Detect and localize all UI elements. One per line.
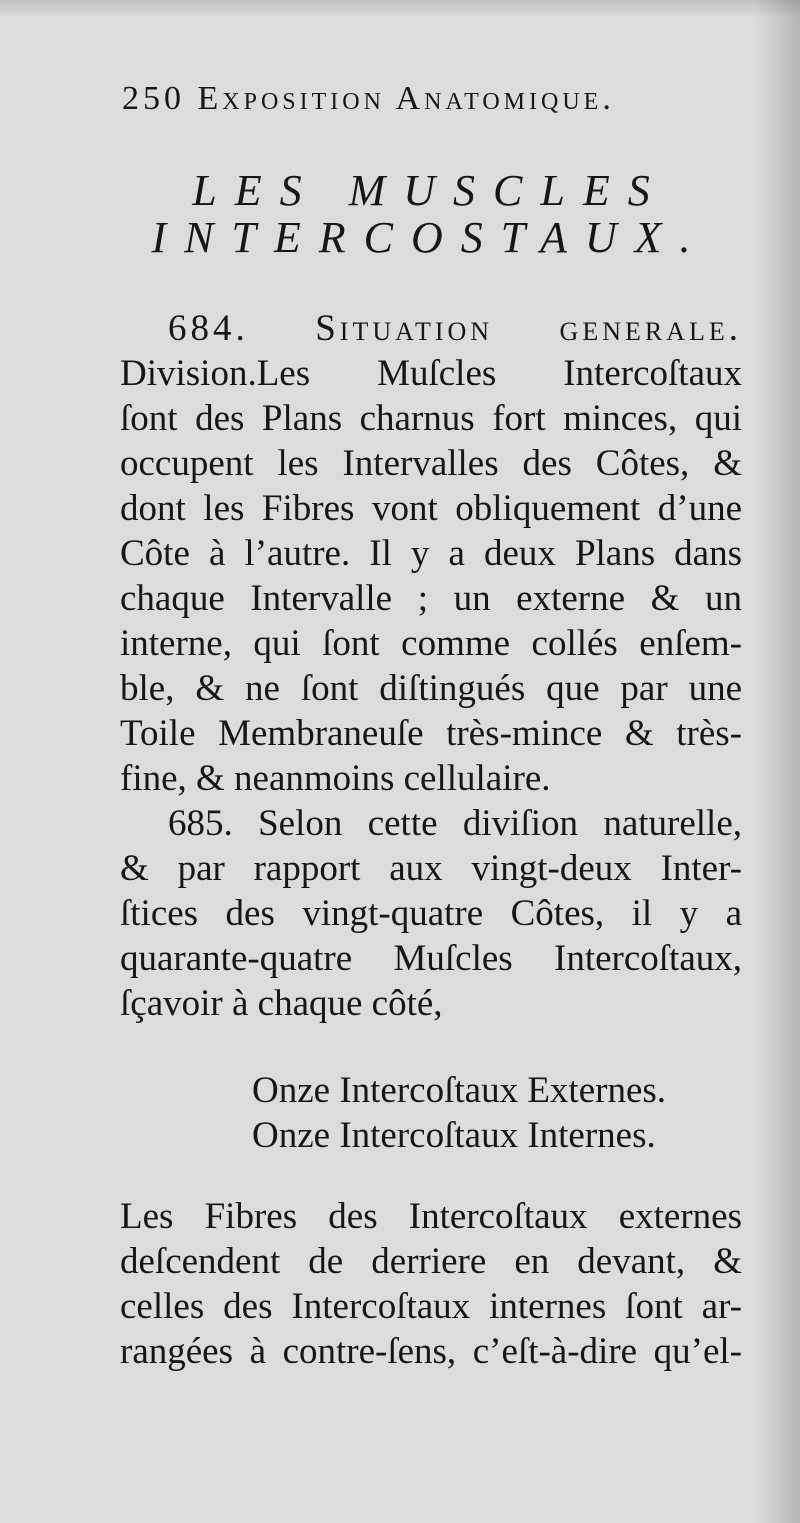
- paragraph-684-line: Division.Les Muſcles Intercoſtaux: [120, 353, 742, 394]
- paragraph-685-line: quarante-quatre Muſcles Intercoſtaux,: [120, 938, 742, 979]
- paragraph-685-line: ſçavoir à chaque côté,: [120, 983, 443, 1024]
- chapter-title-line-2: INTERCOSTAUX.: [151, 213, 709, 262]
- paragraph-684-line: dont les Fibres vont obliquement d’une: [120, 488, 742, 529]
- paragraph-684-line: chaque Intervalle ; un externe & un: [120, 578, 742, 619]
- paragraph-end-line: rangées à contre-ſens, c’eſt-à-dire qu’el-: [120, 1331, 742, 1372]
- chapter-title-line-1: LES MUSCLES: [192, 166, 668, 215]
- paragraph-684-line: Toile Membraneuſe très-mince & très-: [120, 713, 742, 754]
- page-shadow-top: [0, 0, 800, 18]
- paragraph-684-line: ſont des Plans charnus fort minces, qui: [120, 398, 742, 439]
- paragraph-684-line: fine, & neanmoins cellulaire.: [120, 758, 551, 799]
- paragraph-684-line: ble, & ne ſont diſtingués que par une: [120, 668, 742, 709]
- paragraph-684-heading: 684. Situation generale.: [168, 308, 742, 349]
- paragraph-684-line: interne, qui ſont comme collés enſem-: [120, 623, 742, 664]
- paragraph-end-line: Les Fibres des Intercoſtaux externes: [120, 1196, 742, 1237]
- paragraph-685-line: 685. Selon cette diviſion naturelle,: [168, 803, 742, 844]
- running-header: 250 Exposition Anatomique.: [122, 80, 615, 117]
- paragraph-684-line: occupent les Intervalles des Côtes, &: [120, 443, 742, 484]
- list-item-internes: Onze Intercoſtaux Internes.: [252, 1115, 656, 1156]
- list-item-externes: Onze Intercoſtaux Externes.: [252, 1070, 667, 1111]
- page-shadow-right: [756, 0, 800, 1523]
- paragraph-684-line: Côte à l’autre. Il y a deux Plans dans: [120, 533, 742, 574]
- paragraph-end-line: celles des Intercoſtaux internes ſont ar-: [120, 1286, 742, 1327]
- paragraph-end-line: deſcendent de derriere en devant, &: [120, 1241, 742, 1282]
- paragraph-685-line: ſtices des vingt-quatre Côtes, il y a: [120, 893, 742, 934]
- paragraph-685-line: & par rapport aux vingt-deux Inter-: [120, 848, 742, 889]
